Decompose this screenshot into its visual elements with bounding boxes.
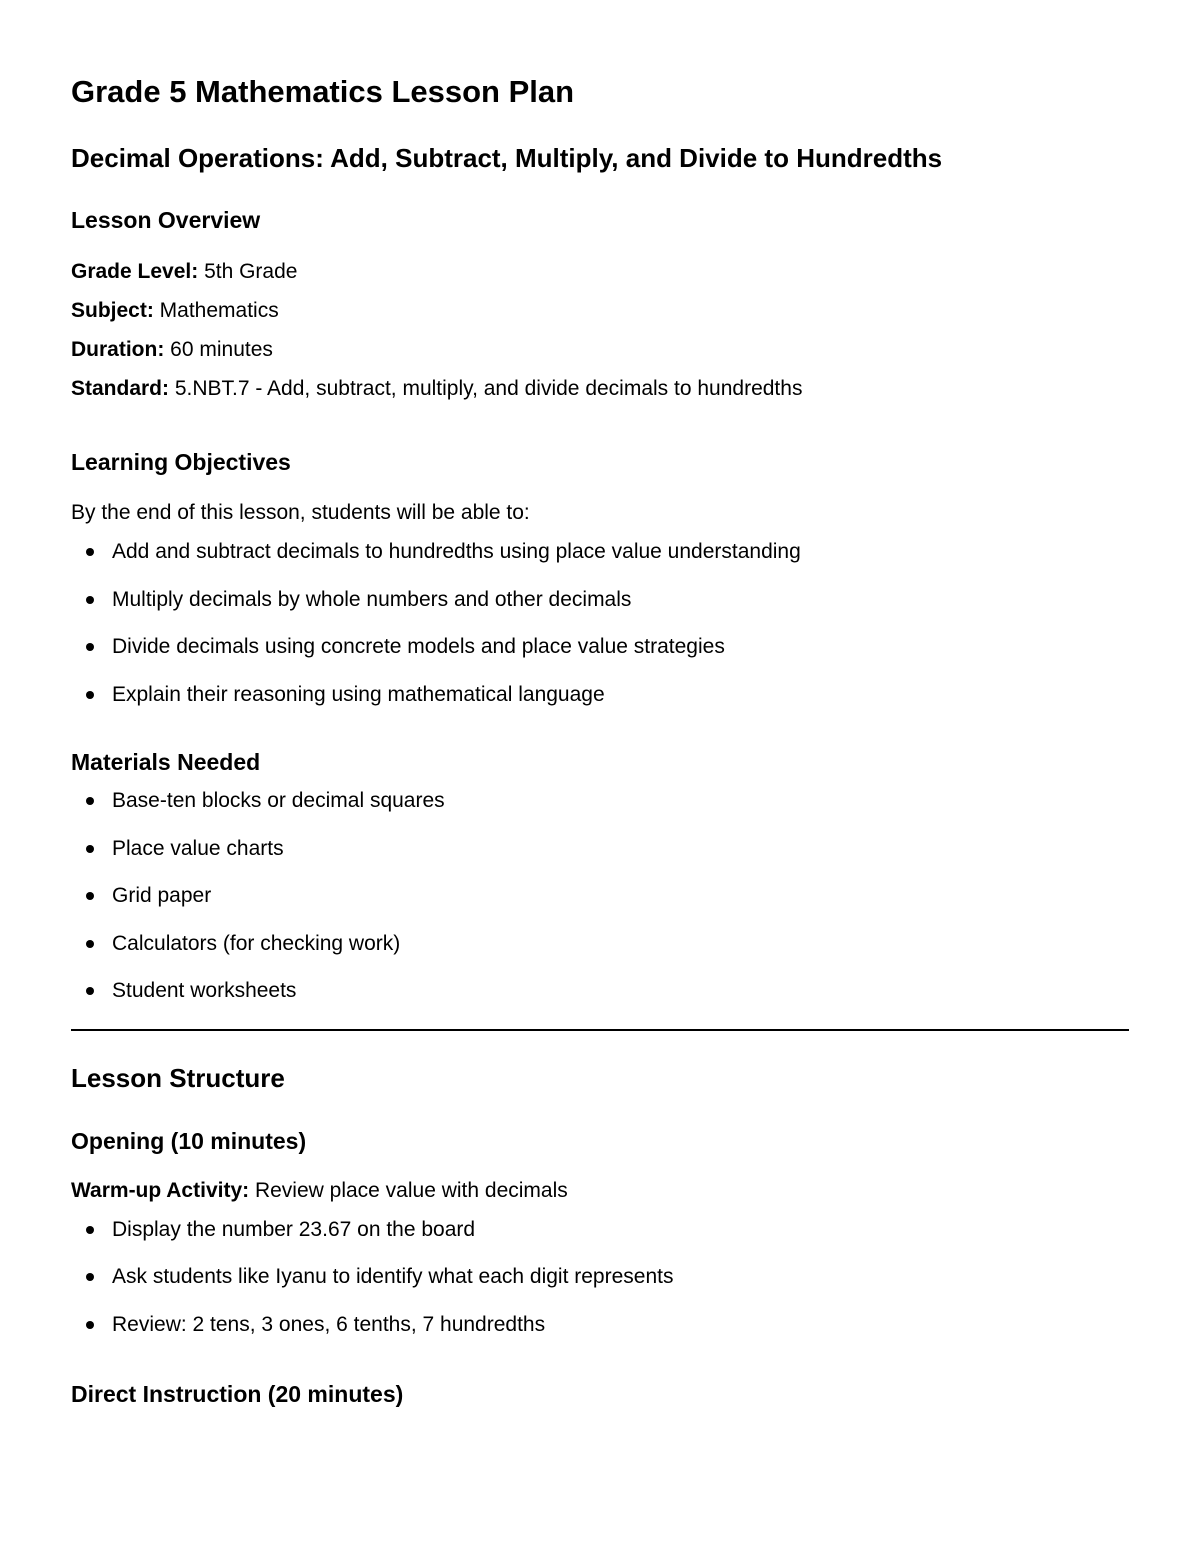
bullet-icon [86,691,94,699]
structure-heading: Lesson Structure [71,1062,285,1093]
bullet-icon [86,548,94,556]
list-item [71,623,1129,671]
objective-text: Divide decimals using concrete models and place value strategies [112,635,725,658]
material-text: Base-ten blocks or decimal squares [112,789,445,812]
overview-heading: Lesson Overview [71,207,261,233]
subject-label: Subject: [71,299,154,322]
standard-value: 5.NBT.7 - Add, subtract, multiply, and divide decimals to hundredths [169,377,803,400]
objectives-list [71,528,1129,718]
grade-level-label: Grade Level: [71,260,199,283]
lesson-subtitle: Decimal Operations: Add, Subtract, Multiply, and Divide to Hundredths [71,143,943,173]
warmup-value: Review place value with decimals [249,1178,568,1202]
opening-step-text: Ask students like Iyanu to identify what each digit represents [112,1265,674,1288]
standard-row [71,369,1129,408]
list-item [71,671,1129,719]
list-item [71,967,1129,1015]
document-title: Grade 5 Mathematics Lesson Plan [71,74,575,109]
direct-instruction-heading: Direct Instruction (20 minutes) [71,1381,404,1407]
objectives-heading: Learning Objectives [71,449,291,475]
opening-list [71,1206,1129,1349]
duration-row [71,330,1129,369]
duration-value: 60 minutes [164,338,273,361]
bullet-icon [86,1321,94,1329]
warmup-label: Warm-up Activity: [71,1178,250,1202]
list-item [71,825,1129,873]
material-text: Grid paper [112,884,212,907]
objective-text: Add and subtract decimals to hundredths using place value understanding [112,540,801,563]
list-item [71,528,1129,576]
warmup-activity [71,1176,1129,1206]
section-divider [71,1029,1129,1031]
materials-list [71,777,1129,1015]
opening-step-text: Display the number 23.67 on the board [112,1217,476,1241]
objective-text: Explain their reasoning using mathematical language [112,682,605,706]
list-item [71,777,1129,825]
subject-row [71,291,1129,330]
list-item [71,920,1129,968]
list-item [71,1301,1129,1349]
bullet-icon [86,1273,94,1281]
bullet-icon [86,892,94,900]
subject-value: Mathematics [153,299,279,322]
bullet-icon [86,845,94,853]
bullet-icon [86,643,94,651]
objective-text: Multiply decimals by whole numbers and other decimals [112,587,632,611]
grade-level-row [71,252,1129,291]
bullet-icon [86,1226,94,1234]
bullet-icon [86,940,94,948]
list-item [71,872,1129,920]
overview-details [71,252,1129,408]
material-text: Calculators (for checking work) [112,931,401,955]
standard-label: Standard: [71,377,170,400]
opening-step-text: Review: 2 tens, 3 ones, 6 tenths, 7 hundredths [112,1312,546,1336]
grade-level-value: 5th Grade [198,260,298,283]
list-item [71,1206,1129,1254]
list-item [71,1253,1129,1301]
bullet-icon [86,987,94,995]
opening-heading: Opening (10 minutes) [71,1127,307,1154]
materials-heading: Materials Needed [71,749,261,775]
list-item [71,576,1129,624]
bullet-icon [86,596,94,604]
bullet-icon [86,797,94,805]
objectives-intro: By the end of this lesson, students will be able to: [71,501,530,524]
duration-label: Duration: [71,338,165,361]
material-text: Student worksheets [112,979,297,1002]
material-text: Place value charts [112,836,284,860]
